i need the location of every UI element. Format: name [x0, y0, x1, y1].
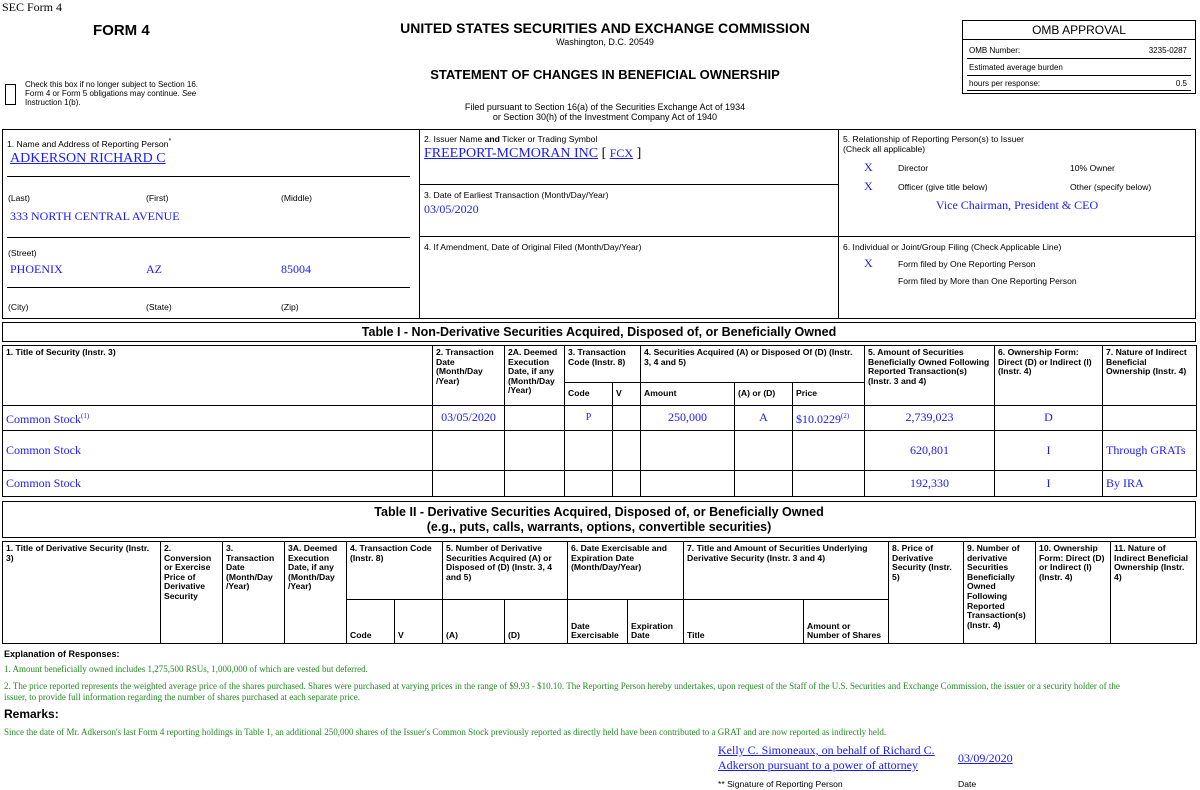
state-label: (State) — [146, 302, 172, 312]
transaction-code — [565, 471, 613, 497]
amount-owned: 2,739,023 — [865, 406, 995, 431]
t1-header-deemed: 2A. Deemed Execution Date, if any (Month/Day /Year) — [505, 346, 565, 406]
ownership-form: I — [995, 471, 1103, 497]
ten-percent-owner-label: 10% Owner — [1070, 163, 1115, 173]
t1-header-acquired: 4. Securities Acquired (A) or Disposed Of (D) (Instr. 3, 4 and 5) — [641, 346, 865, 383]
transaction-date — [433, 431, 505, 471]
t2-subheader-title: Title — [684, 600, 804, 644]
amount-owned: 192,330 — [865, 471, 995, 497]
price — [793, 471, 865, 497]
nature-of-ownership — [1103, 406, 1197, 431]
date-label: Date — [958, 779, 977, 789]
omb-approval-title: OMB APPROVAL — [963, 21, 1195, 40]
signature-label: ** Signature of Reporting Person — [718, 779, 843, 789]
transaction-code — [565, 431, 613, 471]
city-value: PHOENIX — [10, 262, 63, 276]
one-person-check: X — [864, 256, 873, 270]
amendment-label: 4. If Amendment, Date of Original Filed (Month/Day/Year) — [424, 242, 642, 252]
acquired-disposed — [735, 471, 793, 497]
remarks-label: Remarks: — [4, 707, 59, 721]
amount-owned: 620,801 — [865, 431, 995, 471]
more-persons-label: Form filed by More than One Reporting Person — [898, 276, 1077, 286]
omb-hours-label: hours per response: — [969, 79, 1041, 88]
t1-header-owned: 5. Amount of Securities Beneficially Owned Following Reported Transaction(s) (Instr. 3 and 4) — [865, 346, 995, 406]
transaction-v — [613, 431, 641, 471]
street-label: (Street) — [8, 248, 37, 258]
security-title: Common Stock — [3, 431, 433, 471]
t2-subheader-code: Code — [347, 600, 395, 644]
nature-of-ownership: By IRA — [1103, 471, 1197, 497]
explanation-label: Explanation of Responses: — [4, 649, 120, 659]
transaction-date: 03/05/2020 — [433, 406, 505, 431]
table1-title-box — [2, 322, 1196, 342]
security-title: Common Stock — [3, 471, 433, 497]
officer-title: Vice Chairman, President & CEO — [935, 198, 1099, 212]
transaction-v — [613, 406, 641, 431]
t2-header-title: 1. Title of Derivative Security (Instr. 3) — [3, 542, 161, 644]
last-label: (Last) — [8, 193, 30, 203]
issuer-name[interactable]: FREEPORT-MCMORAN INC — [424, 146, 599, 161]
ownership-form: I — [995, 431, 1103, 471]
table-row — [3, 471, 1197, 497]
filing-label: 6. Individual or Joint/Group Filing (Check Applicable Line) — [843, 242, 1062, 252]
signature-name[interactable]: Kelly C. Simoneaux, on behalf of Richard C. Adkerson pursuant to a power of attorney — [718, 743, 935, 772]
form-title: FORM 4 — [93, 22, 150, 39]
t2-header-form: 10. Ownership Form: Direct (D) or Indirect (I) (Instr. 4) — [1036, 542, 1111, 644]
director-label: Director — [898, 163, 929, 173]
t2-header-conversion: 2. Conversion or Exercise Price of Derivative Security — [161, 542, 223, 644]
omb-burden-label: Estimated average burden — [969, 63, 1063, 72]
nature-of-ownership: Through GRATs — [1103, 431, 1197, 471]
transaction-v — [613, 471, 641, 497]
amount — [641, 471, 735, 497]
omb-number-label: OMB Number: — [969, 46, 1021, 55]
section16-checkbox[interactable] — [5, 84, 16, 105]
transaction-code: P — [565, 406, 613, 431]
t2-subheader-a: (A) — [443, 600, 505, 644]
reporting-person-label: 1. Name and Address of Reporting Person* — [7, 138, 172, 149]
t1-subheader-code: Code — [565, 383, 613, 406]
middle-label: (Middle) — [281, 193, 313, 203]
omb-approval-box — [962, 20, 1196, 94]
zip-value: 85004 — [281, 262, 311, 276]
city-label: (City) — [8, 302, 29, 312]
t1-header-code: 3. Transaction Code (Instr. 8) — [565, 346, 641, 383]
table2-subtitle: (e.g., puts, calls, warrants, options, convertible securities) — [426, 520, 772, 534]
t2-subheader-exercisable: Date Exercisable — [568, 600, 628, 644]
first-label: (First) — [146, 193, 169, 203]
table-row — [3, 431, 1197, 471]
price — [793, 431, 865, 471]
transaction-date-label: 3. Date of Earliest Transaction (Month/Day/Year) — [424, 190, 609, 200]
issuer-label: 2. Issuer Name and Ticker or Trading Symbol — [424, 134, 598, 144]
table1-title: Table I - Non-Derivative Securities Acquired, Disposed of, or Beneficially Owned — [361, 325, 837, 339]
table2-title: Table II - Derivative Securities Acquired, Disposed of, or Beneficially Owned — [374, 505, 824, 519]
t1-header-title: 1. Title of Security (Instr. 3) — [3, 346, 433, 406]
transaction-date — [433, 471, 505, 497]
footnote-2: 2. The price reported represents the weighted average price of the shares purchased. Shares were purchased at varying prices in the range of $9.93 - $10.10. The Reporting Person hereby undertakes, upon request of the Staff of the U.S. Securities and Exchange Commission, the issuer or a security holder of the issuer, to provide full information regarding the number of shares purchased at each separate price. — [4, 681, 1120, 702]
director-check: X — [864, 160, 873, 174]
statement-title: STATEMENT OF CHANGES IN BENEFICIAL OWNERSHIP — [430, 67, 780, 82]
reporting-person-name[interactable]: ADKERSON RICHARD C — [10, 151, 166, 166]
remarks-text: Since the date of Mr. Adkerson's last Form 4 reporting holdings in Table 1, an additional 250,000 shares of the Issuer's Common Stock previously reported as directly held have been contributed to a GRAT and are now reported as indirectly held. — [4, 727, 887, 737]
t2-header-owned: 9. Number of derivative Securities Beneficially Owned Following Reported Transaction(s) (Instr. 4) — [964, 542, 1036, 644]
table2-title-box — [2, 501, 1196, 538]
amount: 250,000 — [641, 406, 735, 431]
zip-label: (Zip) — [281, 302, 299, 312]
t2-subheader-expiration: Expiration Date — [628, 600, 684, 644]
filed-pursuant-line1: Filed pursuant to Section 16(a) of the Securities Exchange Act of 1934 — [464, 102, 746, 112]
acquired-disposed — [735, 431, 793, 471]
officer-check: X — [864, 179, 873, 193]
t1-header-nature: 7. Nature of Indirect Beneficial Ownership (Instr. 4) — [1103, 346, 1197, 406]
agency-location: Washington, D.C. 20549 — [556, 37, 654, 47]
signature-date: 03/09/2020 — [958, 751, 1013, 765]
table1 — [2, 345, 1197, 497]
acquired-disposed: A — [735, 406, 793, 431]
footnote-1: 1. Amount beneficially owned includes 1,275,500 RSUs, 1,000,000 of which are vested but deferred. — [4, 664, 368, 674]
t2-header-exercisable: 6. Date Exercisable and Expiration Date (Month/Day/Year) — [568, 542, 684, 600]
omb-burden: 0.5 — [1175, 79, 1187, 88]
amount — [641, 431, 735, 471]
officer-label: Officer (give title below) — [898, 182, 988, 192]
price: $10.0229 — [796, 411, 842, 426]
other-label: Other (specify below) — [1070, 182, 1152, 192]
deemed-date — [505, 431, 565, 471]
state-value: AZ — [146, 262, 162, 276]
ticker-symbol[interactable]: FCX — [609, 146, 634, 160]
t1-header-date: 2. Transaction Date (Month/Day /Year) — [433, 346, 505, 406]
t2-header-price: 8. Price of Derivative Security (Instr. 5) — [889, 542, 964, 644]
t2-subheader-v: V — [395, 600, 443, 644]
ownership-form: D — [995, 406, 1103, 431]
t2-header-deemed: 3A. Deemed Execution Date, if any (Month/Day /Year) — [285, 542, 347, 644]
t1-subheader-amount: Amount — [641, 383, 735, 406]
earliest-transaction-date: 03/05/2020 — [424, 202, 479, 216]
relationship-label: 5. Relationship of Reporting Person(s) to Issuer (Check all applicable) — [843, 134, 1025, 154]
t2-subheader-amount: Amount or Number of Shares — [804, 600, 889, 644]
t1-subheader-v: V — [613, 383, 641, 406]
issuer-name-line: FREEPORT-MCMORAN INC [ FCX ] — [424, 146, 642, 161]
security-title: Common Stock — [6, 411, 82, 426]
t2-header-date: 3. Transaction Date (Month/Day /Year) — [223, 542, 285, 644]
deemed-date — [505, 406, 565, 431]
t2-subheader-d: (D) — [505, 600, 568, 644]
t1-subheader-price: Price — [793, 383, 865, 406]
t2-header-underlying: 7. Title and Amount of Securities Underlying Derivative Security (Instr. 3 and 4) — [684, 542, 889, 600]
filed-pursuant-line2: or Section 30(h) of the Investment Company Act of 1940 — [492, 112, 718, 122]
table-row: Common Stock$^{(1)}$ 03/05/2020 P 250,000 A $10.0229$^{(2)}$ 2,739,023 D — [3, 406, 1197, 431]
t1-header-form: 6. Ownership Form: Direct (D) or Indirect (I) (Instr. 4) — [995, 346, 1103, 406]
omb-number: 3235-0287 — [1148, 46, 1187, 55]
t2-header-code: 4. Transaction Code (Instr. 8) — [347, 542, 443, 600]
one-person-label: Form filed by One Reporting Person — [898, 259, 1036, 269]
t1-subheader-aord: (A) or (D) — [735, 383, 793, 406]
t2-header-nature: 11. Nature of Indirect Beneficial Ownership (Instr. 4) — [1111, 542, 1197, 644]
checkbox-instructions: Check this box if no longer subject to Section 16. Form 4 or Form 5 obligations may continue. See Instruction 1(b). — [25, 80, 198, 107]
t2-header-number: 5. Number of Derivative Securities Acquired (A) or Disposed of (D) (Instr. 3, 4 and 5) — [443, 542, 568, 600]
street-address: 333 NORTH CENTRAL AVENUE — [10, 209, 180, 223]
deemed-date — [505, 471, 565, 497]
agency-name: UNITED STATES SECURITIES AND EXCHANGE COMMISSION — [400, 20, 810, 36]
sec-form-label: SEC Form 4 — [2, 0, 63, 14]
table2 — [2, 541, 1197, 644]
